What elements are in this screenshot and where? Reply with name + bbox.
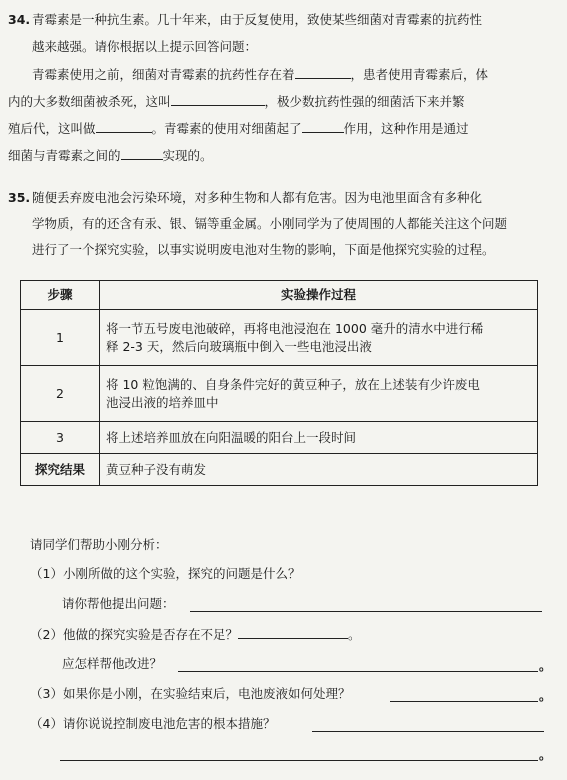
table-cell-step: 1 <box>21 310 100 366</box>
answer-blank-35-6[interactable] <box>60 760 538 761</box>
q34-line4 <box>8 93 465 110</box>
q35-sub2: （2）他做的探究实验是否存在不足？ <box>30 627 238 642</box>
cell-text: 池浸出液的培养皿中 <box>106 394 219 410</box>
table-header-process: 实验操作过程 <box>100 281 538 310</box>
q35-text-line2: 学物质，有的还含有汞、银、镉等重金属。小刚同学为了使周围的人都能关注这个问题 <box>32 216 508 231</box>
table-header-step: 步骤 <box>21 281 100 310</box>
cell-text: 将 10 粒饱满的、自身条件完好的黄豆种子，放在上述装有少许废电 <box>106 376 480 392</box>
q34-text-line6a: 细菌与青霉素之间的 <box>8 148 121 163</box>
q35-intro: 请同学们帮助小刚分析： <box>30 537 168 552</box>
table-cell-result: 黄豆种子没有萌发 <box>100 454 538 486</box>
answer-blank-34-5[interactable] <box>121 147 163 160</box>
experiment-table <box>20 280 538 486</box>
period: 。 <box>539 658 552 673</box>
q35-sub2b: 应怎样帮他改进？ <box>62 656 163 671</box>
q34-text-line4b: ，极少数抗药性强的细菌活下来并繁 <box>264 94 465 109</box>
answer-blank-34-3[interactable] <box>96 120 152 133</box>
table-cell-process <box>100 366 538 422</box>
period: 。 <box>539 747 552 762</box>
q35-sub3: （3）如果你是小刚，在实验结束后，电池废液如何处理？ <box>30 686 351 701</box>
table-row <box>21 310 538 366</box>
q34-text-line3a: 青霉素使用之前，细菌对青霉素的抗药性存在着 <box>32 67 295 82</box>
answer-blank-35-5[interactable] <box>312 731 544 732</box>
q34-text-line5a: 殖后代，这叫做 <box>8 121 96 136</box>
table-row <box>21 422 538 454</box>
table-row <box>21 454 538 486</box>
answer-blank-35-1[interactable] <box>190 611 542 612</box>
table-cell-step: 3 <box>21 422 100 454</box>
q34-line5 <box>8 120 469 137</box>
q34-text-line2: 越来越强。请你根据以上提示回答问题： <box>32 39 258 54</box>
q35-number: 35. <box>8 190 31 205</box>
cell-text: 将一节五号废电池破碎，再将电池浸泡在 1000 毫升的清水中进行稀 <box>106 320 484 336</box>
q35-text-line3: 进行了一个探究实验，以事实说明废电池对生物的影响，下面是他探究实验的过程。 <box>32 242 495 257</box>
answer-blank-34-1[interactable] <box>295 66 351 79</box>
table-cell-process: 将上述培养皿放在向阳温暖的阳台上一段时间 <box>100 422 538 454</box>
table-cell-result-label: 探究结果 <box>21 454 100 486</box>
q34-text-line1: 青霉素是一种抗生素。几十年来，由于反复使用，致使某些细菌对青霉素的抗药性 <box>32 12 483 27</box>
period: 。 <box>347 627 361 642</box>
answer-blank-34-4[interactable] <box>302 120 344 133</box>
table-header-row <box>21 281 538 310</box>
period: 。 <box>539 688 552 703</box>
cell-text: 释 2-3 天，然后向玻璃瓶中倒入一些电池浸出液 <box>106 338 372 354</box>
q34-line6 <box>8 147 213 164</box>
q34-text-line3b: ，患者使用青霉素后，体 <box>350 67 489 82</box>
q35-sub1b: 请你帮他提出问题： <box>62 596 175 611</box>
table-cell-step: 2 <box>21 366 100 422</box>
q35-sub1: （1）小刚所做的这个实验，探究的问题是什么？ <box>30 566 301 581</box>
q35-text-line1: 随便丢弃废电池会污染环境，对多种生物和人都有危害。因为电池里面含有多种化 <box>32 190 483 205</box>
q34-text-line4a: 内的大多数细菌被杀死，这叫 <box>8 94 171 109</box>
table-row <box>21 366 538 422</box>
answer-blank-35-3[interactable] <box>178 671 538 672</box>
q34-text-line5c: 作用，这种作用是通过 <box>343 121 469 136</box>
q35-sub2-line <box>30 626 360 643</box>
q34-line3 <box>32 66 488 83</box>
q34-text-line5b: 。青霉素的使用对细菌起了 <box>151 121 302 136</box>
q34-text-line6b: 实现的。 <box>162 148 213 163</box>
q34-number: 34. <box>8 12 31 27</box>
table-cell-process <box>100 310 538 366</box>
answer-blank-35-4[interactable] <box>390 701 538 702</box>
answer-blank-35-2[interactable] <box>238 626 348 639</box>
q35-sub4: （4）请你说说控制废电池危害的根本措施？ <box>30 716 276 731</box>
answer-blank-34-2[interactable] <box>171 93 265 106</box>
